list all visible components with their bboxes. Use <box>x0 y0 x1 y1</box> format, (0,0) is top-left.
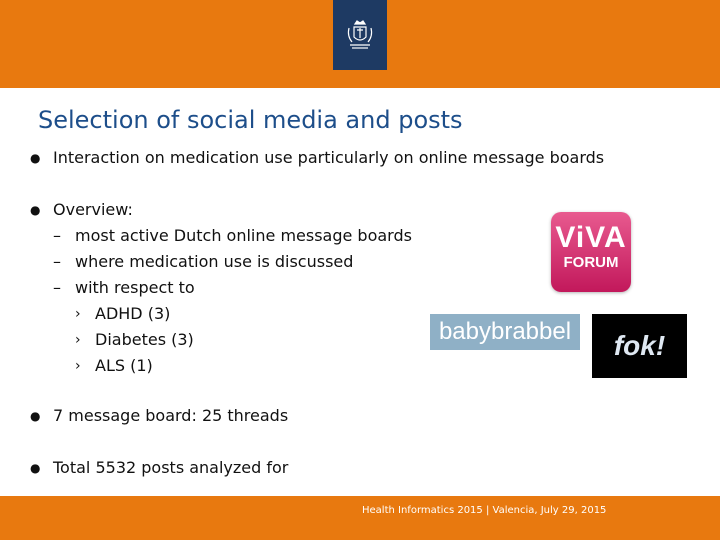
government-crest-logo <box>333 0 387 70</box>
footer-bar <box>0 496 720 540</box>
bullet-text-4: Total 5532 posts analyzed for <box>53 458 289 477</box>
viva-forum-logo <box>551 212 631 292</box>
footer-text: Health Informatics 2015 | Valencia, July 29, 2015 <box>362 505 607 516</box>
dash-marker: – <box>53 252 61 271</box>
sub-bullet-1: most active Dutch online message boards <box>75 226 412 245</box>
fok-logo: fok! <box>592 314 687 378</box>
babybrabbel-logo: babybrabbel <box>430 314 580 350</box>
sub-sub-bullet-2: Diabetes (3) <box>95 330 194 349</box>
chevron-marker: › <box>75 358 81 374</box>
bullet-text-3: 7 message board: 25 threads <box>53 406 289 425</box>
chevron-marker: › <box>75 306 81 322</box>
crest-icon <box>343 18 377 52</box>
sub-bullet-3: with respect to <box>75 278 195 297</box>
bullet-marker: ● <box>30 409 41 423</box>
dash-marker: – <box>53 278 61 297</box>
header-bar <box>0 0 720 88</box>
dash-marker: – <box>53 226 61 245</box>
bullet-text-1: Interaction on medication use particularly on online message boards <box>53 148 605 167</box>
bullet-marker: ● <box>30 203 41 217</box>
sub-sub-bullet-3: ALS (1) <box>95 356 153 375</box>
slide-title: Selection of social media and posts <box>38 106 463 134</box>
bullet-text-2: Overview: <box>53 200 133 219</box>
chevron-marker: › <box>75 332 81 348</box>
sub-sub-bullet-1: ADHD (3) <box>95 304 171 323</box>
sub-bullet-2: where medication use is discussed <box>75 252 354 271</box>
viva-logo-text: ViVA <box>555 221 627 254</box>
forum-logo-text: FORUM <box>563 254 619 271</box>
bullet-marker: ● <box>30 461 41 475</box>
bullet-marker: ● <box>30 151 41 165</box>
